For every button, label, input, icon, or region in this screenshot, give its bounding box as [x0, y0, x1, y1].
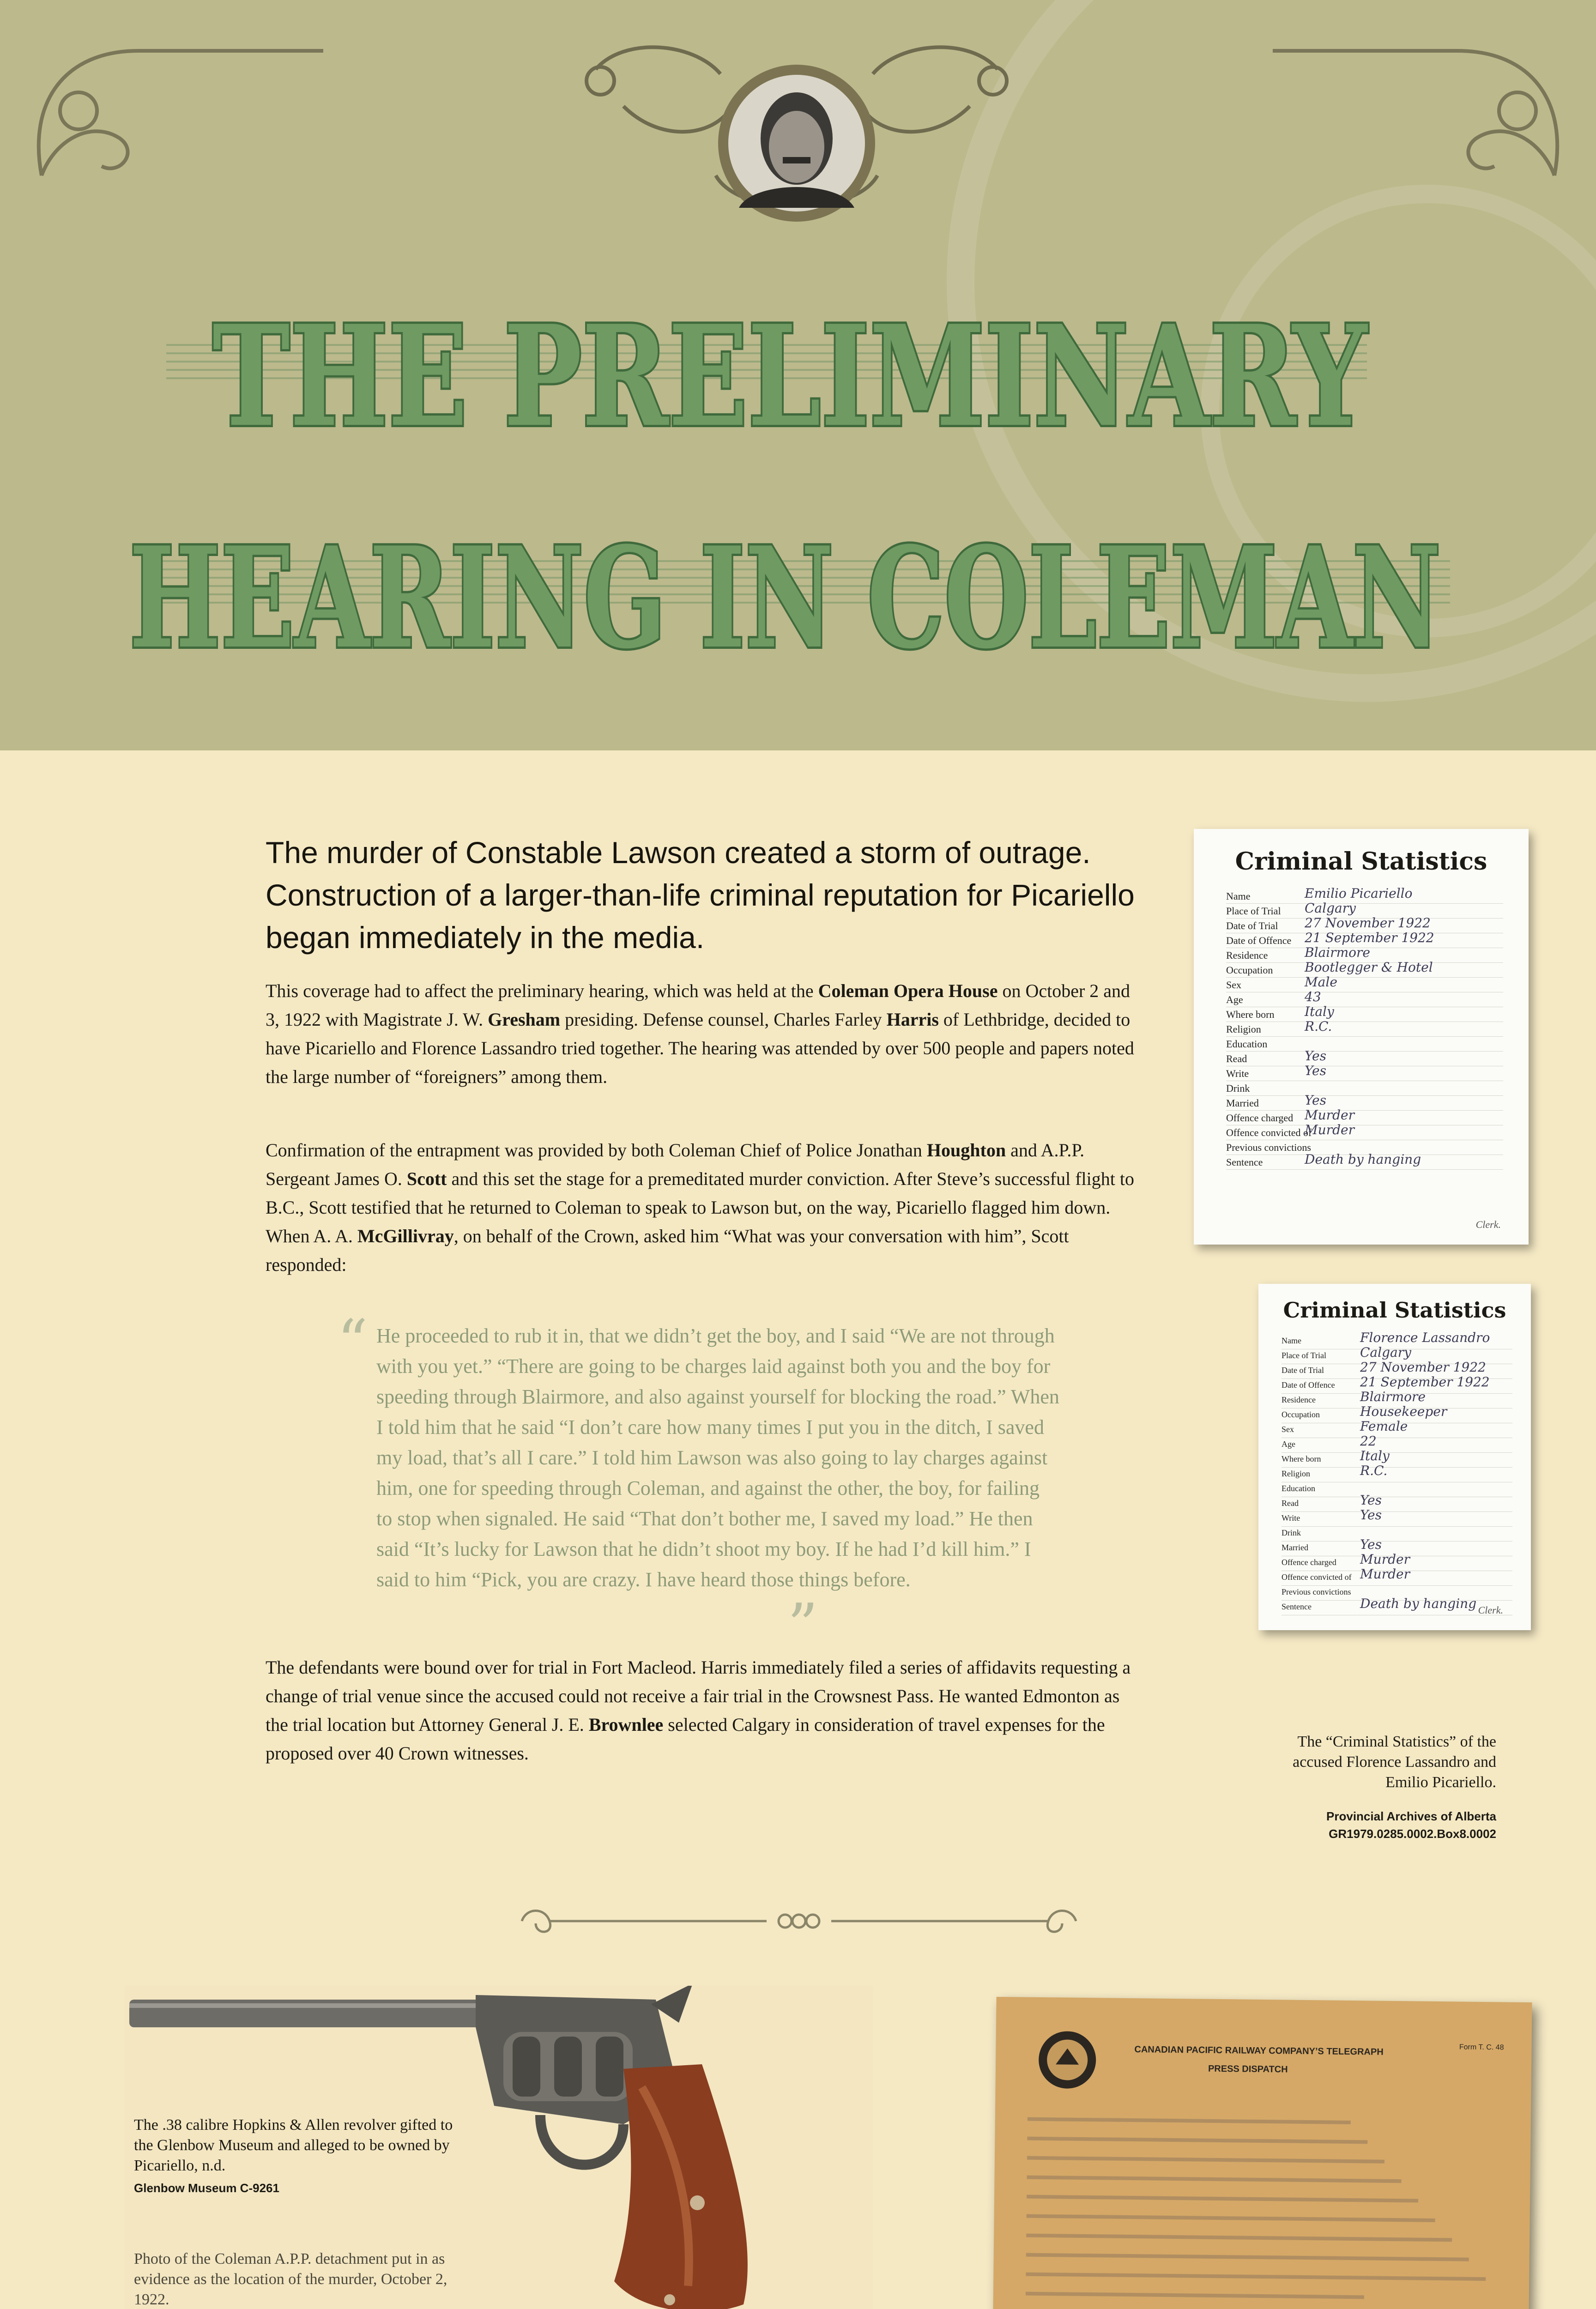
card-title: Criminal Statistics: [1283, 1298, 1506, 1323]
record-handwritten-value: Blairmore: [1360, 1389, 1426, 1404]
record-field-label: Where born: [1282, 1454, 1321, 1463]
record-field-label: Name: [1282, 1336, 1301, 1345]
record-row: [1282, 1493, 1512, 1512]
record-handwritten-value: Calgary: [1305, 901, 1356, 916]
record-handwritten-value: Death by hanging: [1305, 1152, 1421, 1167]
telegram-typed-line: [1026, 2253, 1469, 2261]
record-row: [1282, 1527, 1512, 1541]
record-field-label: Offence charged: [1226, 1112, 1294, 1124]
record-field-label: Occupation: [1282, 1410, 1320, 1419]
record-handwritten-value: Yes: [1360, 1537, 1382, 1552]
record-field-label: Education: [1282, 1484, 1315, 1493]
title-banner: [0, 0, 1596, 750]
record-row: [1226, 1093, 1503, 1111]
record-row: [1226, 1037, 1503, 1052]
revolver-credit: Glenbow Museum C-9261: [134, 2181, 279, 2195]
record-field-label: Where born: [1226, 1009, 1275, 1020]
title-graphic: [0, 0, 1596, 750]
record-handwritten-value: Yes: [1360, 1493, 1382, 1508]
record-handwritten-value: Florence Lassandro: [1360, 1330, 1490, 1345]
clerk-label: Clerk.: [1475, 1219, 1501, 1230]
p1-bold: Harris: [886, 1009, 939, 1030]
p1-text: presiding. Defense counsel, Charles Farley: [560, 1009, 887, 1030]
record-field-label: Sentence: [1226, 1156, 1263, 1168]
p3-text: The defendants were bound over for trial in Fort Macleod. Harris immediately filed a series of affidavits requesting a change of trial venue since the accused could not receive a fair trial in the Crowsnest Pass. He wanted Edmonton as the trial location but Attorney General J. E.: [266, 1657, 1131, 1735]
record-field-label: Date of Trial: [1282, 1366, 1324, 1375]
card-title: Criminal Statistics: [1235, 847, 1487, 876]
p2-bold: Houghton: [926, 1140, 1006, 1161]
records-credit-2: GR1979.0285.0002.Box8.0002: [1329, 1827, 1496, 1841]
coleman-photo-caption: Photo of the Coleman A.P.P. detachment put in as evidence as the location of the murder, October 2, 1922.: [134, 2250, 447, 2308]
quote-open-mark: “: [337, 1306, 368, 1377]
record-field-label: Age: [1282, 1439, 1295, 1449]
record-handwritten-value: Female: [1360, 1419, 1408, 1434]
title-line-1: THE PRELIMINARY: [212, 295, 1369, 458]
record-field-label: Offence convicted of: [1282, 1572, 1352, 1582]
record-row: [1226, 1152, 1503, 1170]
record-field-label: Residence: [1282, 1395, 1316, 1404]
record-handwritten-value: Yes: [1360, 1507, 1382, 1523]
telegram-typed-line: [1027, 2176, 1401, 2183]
telegram-typed-line: [1027, 2214, 1435, 2222]
telegram-form-number: Form T. C. 48: [1459, 2043, 1504, 2052]
card-fields: [1282, 1330, 1512, 1615]
record-handwritten-value: Italy: [1360, 1448, 1390, 1463]
telegram-typed-line: [1027, 2137, 1367, 2144]
record-field-label: Offence convicted of: [1226, 1127, 1312, 1138]
telegram-subtitle: PRESS DISPATCH: [1208, 2063, 1288, 2075]
record-row: [1226, 886, 1503, 904]
record-field-label: Occupation: [1226, 964, 1273, 976]
record-row: [1282, 1433, 1512, 1453]
p3-text: selected Calgary in consideration of travel expenses for the proposed over 40 Crown witnesses.: [266, 1714, 1105, 1764]
record-field-label: Previous convictions: [1226, 1142, 1311, 1153]
cpr-seal-icon: [1037, 2030, 1098, 2090]
record-field-label: Name: [1226, 890, 1251, 902]
corner-ornament-left-icon: [39, 51, 323, 175]
record-handwritten-value: Death by hanging: [1360, 1596, 1477, 1611]
portrait-medallion-icon: [718, 65, 875, 222]
p1-text: This coverage had to affect the preliminary hearing, which was held at the: [266, 980, 818, 1001]
record-row: [1226, 1122, 1503, 1140]
record-row: [1226, 1107, 1503, 1125]
record-handwritten-value: 43: [1305, 989, 1321, 1004]
telegram-typed-line: [1027, 2156, 1384, 2164]
record-handwritten-value: 21 September 1922: [1305, 930, 1434, 945]
record-field-label: Previous convictions: [1282, 1587, 1351, 1596]
record-row: [1226, 989, 1503, 1007]
record-handwritten-value: Blairmore: [1305, 945, 1370, 960]
record-handwritten-value: Yes: [1305, 1063, 1326, 1078]
intro-lead: The murder of Constable Lawson created a storm of outrage. Construction of a larger-than-life criminal reputation for Picariello began immediately in the media.: [266, 835, 1135, 955]
record-row: [1282, 1507, 1512, 1527]
quote-close-mark: ”: [787, 1590, 818, 1661]
record-field-label: Write: [1226, 1068, 1249, 1079]
record-row: [1226, 974, 1503, 992]
record-handwritten-value: Murder: [1360, 1552, 1410, 1567]
record-field-label: Offence charged: [1282, 1558, 1336, 1567]
records-credit-1: Provincial Archives of Alberta: [1326, 1809, 1496, 1823]
record-row: [1226, 960, 1503, 978]
record-field-label: Sex: [1226, 979, 1241, 991]
record-field-label: Drink: [1226, 1082, 1250, 1094]
record-field-label: Place of Trial: [1282, 1351, 1326, 1360]
record-handwritten-value: 22: [1360, 1433, 1377, 1449]
record-handwritten-value: Murder: [1360, 1566, 1410, 1582]
criminal-statistics-card-lassandro: [1258, 1284, 1531, 1630]
corner-ornament-right-icon: [1273, 51, 1557, 175]
revolver-caption: The .38 calibre Hopkins & Allen revolver gifted to the Glenbow Museum and alleged to be owned by Picariello, n.d.: [134, 2116, 453, 2174]
record-handwritten-value: Calgary: [1360, 1345, 1411, 1360]
record-handwritten-value: Emilio Picariello: [1305, 886, 1413, 901]
p1-bold: Coleman Opera House: [818, 980, 998, 1001]
record-field-label: Date of Offence: [1282, 1380, 1335, 1390]
record-field-label: Religion: [1226, 1023, 1261, 1035]
record-field-label: Write: [1282, 1513, 1300, 1523]
record-handwritten-value: 27 November 1922: [1305, 915, 1431, 931]
record-field-label: Sentence: [1282, 1602, 1312, 1611]
record-handwritten-value: R.C.: [1360, 1463, 1388, 1478]
p2-text: and A.P.P. Sergeant James O.: [266, 1140, 1085, 1189]
record-field-label: Married: [1226, 1097, 1259, 1109]
record-row: [1226, 1063, 1503, 1081]
scott-testimony-quote: He proceeded to rub it in, that we didn’t get the boy, and I said “We are not through with you yet.” “There are going to be charges laid against both you and the boy for speeding through Blairmore, and also against yourself for blocking the road.” When I told him that he said “I don’t care how many times I put you in the ditch, I saved my load, that’s all I care.” I told him Lawson was also going to lay charges against him, one for speeding through Coleman, and against the other, the boy, for failing to stop when signaled. He said “That don’t bother me, I saved my load.” He then said “It’s lucky for Lawson that he didn’t shoot my boy. If he had I’d kill him.” I said to him “Pick, you are crazy. I have heard those things before.: [376, 1324, 1059, 1591]
record-row: [1282, 1566, 1512, 1586]
record-handwritten-value: 21 September 1922: [1360, 1374, 1490, 1390]
p2-bold: McGillivray: [357, 1226, 454, 1246]
paragraph-1: [266, 977, 1143, 1091]
record-handwritten-value: R.C.: [1305, 1019, 1332, 1034]
telegram-typed-line: [1027, 2195, 1418, 2203]
telegram-document: [989, 1997, 1532, 2309]
clerk-label: Clerk.: [1478, 1604, 1503, 1616]
p1-bold: Gresham: [488, 1009, 561, 1030]
record-handwritten-value: Housekeeper: [1360, 1404, 1447, 1419]
p3-bold: Brownlee: [588, 1714, 664, 1735]
record-field-label: Age: [1226, 994, 1243, 1005]
record-field-label: Read: [1226, 1053, 1247, 1064]
record-handwritten-value: 27 November 1922: [1360, 1360, 1486, 1375]
record-row: [1226, 1019, 1503, 1037]
telegram-typed-line: [1026, 2234, 1452, 2242]
record-row: [1226, 1081, 1503, 1096]
p2-text: , on behalf of the Crown, asked him “What was your conversation with him”, Scott responded:: [266, 1226, 1069, 1275]
paragraph-2: [266, 1136, 1143, 1279]
p2-text: Confirmation of the entrapment was provided by both Coleman Chief of Police Jonathan: [266, 1140, 927, 1161]
records-caption: The “Criminal Statistics” of the accused Florence Lassandro and Emilio Picariello.: [1293, 1733, 1496, 1791]
record-field-label: Sex: [1282, 1425, 1294, 1434]
p1-text: of Lethbridge, decided to have Picariello and Florence Lassandro tried together. The hearing was attended by over 500 people and papers noted the large number of “foreigners” among them.: [266, 1009, 1134, 1087]
divider-ornament-icon: [508, 1903, 1090, 1940]
record-handwritten-value: Bootlegger & Hotel: [1305, 960, 1433, 975]
p1-text: on October 2 and 3, 1922 with Magistrate J. W.: [266, 980, 1130, 1030]
title-line-2: HEARING IN COLEMAN: [129, 516, 1441, 679]
record-row: [1282, 1448, 1512, 1468]
record-field-label: Date of Offence: [1226, 935, 1292, 946]
record-field-label: Education: [1226, 1038, 1268, 1050]
record-field-label: Place of Trial: [1226, 905, 1281, 917]
record-field-label: Read: [1282, 1499, 1299, 1508]
telegram-company: CANADIAN PACIFIC RAILWAY COMPANY’S TELEGRAPH: [1134, 2044, 1384, 2057]
record-handwritten-value: Yes: [1305, 1093, 1326, 1108]
p2-text: and this set the stage for a premeditated murder conviction. After Steve’s successful flight to B.C., Scott testified that he returned to Coleman to speak to Lawson but, on the way, Picariello flagged him down. When A. A.: [266, 1168, 1134, 1246]
telegram-typed-line: [1028, 2117, 1351, 2124]
telegram-typed-line: [1026, 2273, 1486, 2281]
record-handwritten-value: Murder: [1305, 1107, 1354, 1123]
record-handwritten-value: Italy: [1305, 1004, 1334, 1019]
paragraph-3: [266, 1653, 1143, 1768]
record-handwritten-value: Male: [1305, 974, 1337, 990]
record-handwritten-value: Yes: [1305, 1048, 1326, 1064]
card-fields: [1226, 886, 1503, 1170]
record-field-label: Married: [1282, 1543, 1308, 1552]
record-field-label: Date of Trial: [1226, 920, 1278, 931]
record-row: [1226, 1004, 1503, 1022]
record-handwritten-value: Murder: [1305, 1122, 1354, 1137]
telegram-typed-line: [1026, 2292, 1364, 2299]
telegram-typed-lines: [997, 1997, 1532, 2002]
record-field-label: Religion: [1282, 1469, 1310, 1478]
record-row: [1282, 1482, 1512, 1497]
record-row: [1226, 1048, 1503, 1066]
criminal-statistics-card-picariello: [1194, 829, 1529, 1245]
record-row: [1282, 1463, 1512, 1482]
record-field-label: Drink: [1282, 1528, 1301, 1537]
record-field-label: Residence: [1226, 949, 1268, 961]
p2-bold: Scott: [406, 1168, 447, 1189]
record-row: [1282, 1419, 1512, 1438]
